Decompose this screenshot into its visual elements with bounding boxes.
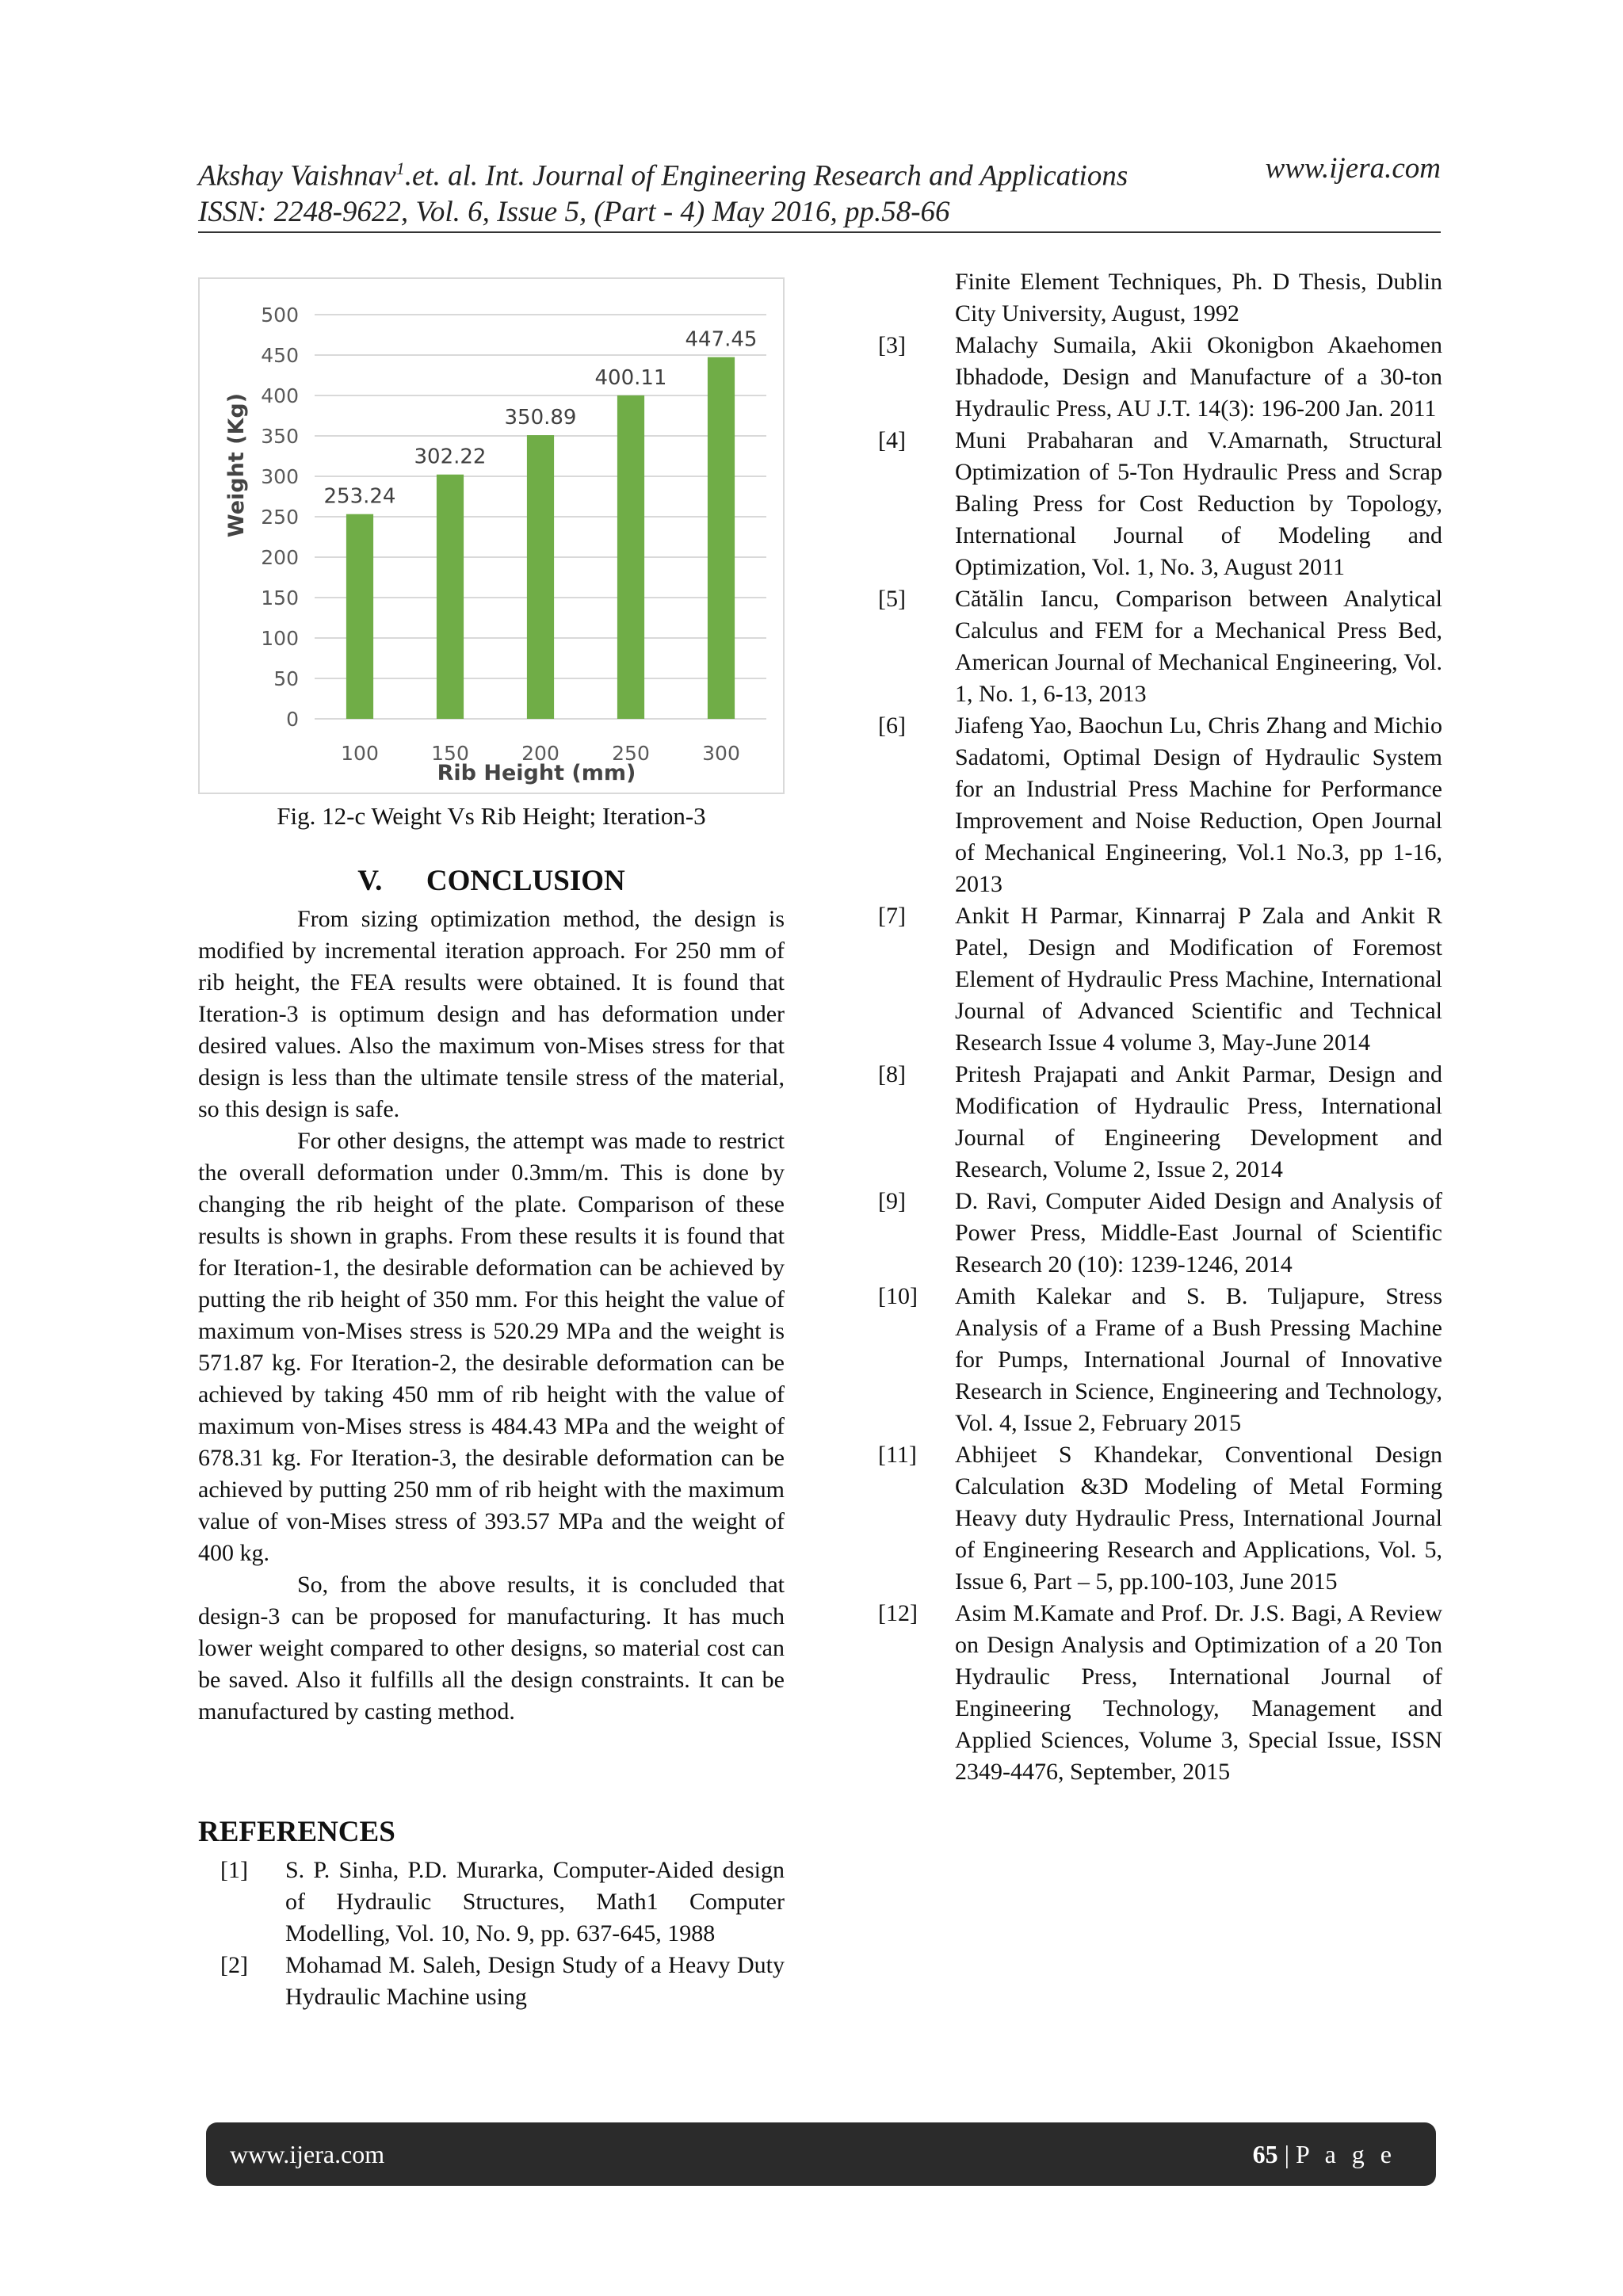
bar	[708, 357, 735, 719]
y-tick-label: 500	[261, 304, 299, 327]
reference-number: [9]	[878, 1188, 906, 1214]
reference-text: Jiafeng Yao, Baochun Lu, Chris Zhang and Michio Sadatomi, Optimal Design of Hydraulic System for an Industrial Press Machine for Performance Improvement and Noise Reduction, Open Journal of Mechanical Engineering, Vol.1 No.3, pp 1-16, 2013	[955, 712, 1442, 897]
reference-item	[876, 583, 1442, 710]
reference-number: [5]	[878, 586, 906, 612]
reference-item	[876, 425, 1442, 583]
reference-number: [6]	[878, 712, 906, 739]
reference-text: Finite Element Techniques, Ph. D Thesis, Dublin City University, August, 1992	[955, 269, 1442, 327]
reference-number: [10]	[878, 1283, 918, 1309]
reference-text: Cătălin Iancu, Comparison between Analytical Calculus and FEM for a Mechanical Press Bed, American Journal of Mechanical Engineering, Vol. 1, No. 1, 6-13, 2013	[955, 586, 1442, 707]
reference-item	[876, 330, 1442, 425]
reference-number: [7]	[878, 903, 906, 929]
y-tick-label: 350	[261, 425, 299, 448]
reference-number: [8]	[878, 1061, 906, 1087]
bar	[437, 475, 464, 719]
x-tick-label: 100	[341, 742, 379, 765]
reference-item	[198, 1950, 785, 2013]
y-tick-label: 0	[286, 708, 299, 731]
reference-text: Abhijeet S Khandekar, Conventional Design Calculation &3D Modeling of Metal Forming Heavy duty Hydraulic Press, International Journal of Engineering Research and Applications, Vol. 5, Issue 6, Part – 5, pp.100-103, June 2015	[955, 1442, 1442, 1595]
reference-text: Pritesh Prajapati and Ankit Parmar, Design and Modification of Hydraulic Press, International Journal of Engineering Development and Research, Volume 2, Issue 2, 2014	[955, 1061, 1442, 1182]
reference-text: Amith Kalekar and S. B. Tuljapure, Stress Analysis of a Frame of a Bush Pressing Machine for Pumps, International Journal of Innovative Research in Science, Engineering and Technology, Vol. 4, Issue 2, February 2015	[955, 1283, 1442, 1436]
reference-item	[876, 1059, 1442, 1186]
reference-number: [4]	[878, 427, 906, 453]
y-tick-label: 450	[261, 344, 299, 367]
journal-citation	[198, 151, 1128, 194]
right-column	[876, 266, 1442, 1788]
reference-item	[876, 1598, 1442, 1788]
reference-number: [3]	[878, 332, 906, 358]
data-label: 253.24	[323, 484, 396, 509]
figure-caption: Fig. 12-c Weight Vs Rib Height; Iteration-3	[277, 802, 706, 830]
page-word: P a g e	[1295, 2139, 1396, 2168]
reference-continuation	[876, 266, 1442, 330]
paragraph: For other designs, the attempt was made to restrict the overall deformation under 0.3mm/m. This is done by changing the rib height of the plate. Comparison of these results is shown in graphs. From these results it is found that for Iteration-1, the desirable deformation can be achieved by putting the rib height of 350 mm. For this height the value of maximum von-Mises stress is 520.29 MPa and the weight is 571.87 kg. For Iteration-2, the desirable deformation can be achieved by taking 450 mm of rib height with the value of maximum von-Mises stress is 484.43 MPa and the weight of 678.31 kg. For Iteration-3, the desirable deformation can be achieved by putting 250 mm of rib height with the maximum value of von-Mises stress of 393.57 MPa and the weight of 400 kg.	[198, 1128, 785, 1566]
bar	[617, 395, 644, 719]
page-number: 65	[1252, 2139, 1278, 2168]
data-label: 302.22	[414, 445, 487, 469]
footer-website-link[interactable]: www.ijera.com	[230, 2139, 385, 2168]
reference-number: [11]	[878, 1442, 917, 1468]
reference-text: D. Ravi, Computer Aided Design and Analysis of Power Press, Middle-East Journal of Scientific Research 20 (10): 1239-1246, 2014	[955, 1188, 1442, 1278]
bar	[346, 514, 373, 719]
x-tick-label: 150	[431, 742, 469, 765]
reference-item	[876, 1281, 1442, 1439]
author-name: Akshay Vaishnav	[198, 159, 396, 193]
header-website-link[interactable]: www.ijera.com	[1265, 152, 1441, 185]
y-tick-label: 200	[261, 546, 299, 569]
section-heading: V. CONCLUSION	[357, 865, 625, 897]
y-tick-label: 50	[273, 667, 299, 690]
page-separator: |	[1277, 2139, 1296, 2168]
weight-vs-rib-height-chart	[198, 277, 785, 794]
y-tick-label: 300	[261, 465, 299, 488]
y-axis-label: Weight (Kg)	[224, 392, 249, 538]
y-tick-label: 100	[261, 627, 299, 650]
reference-text: Muni Prabaharan and V.Amarnath, Structural Optimization of 5-Ton Hydraulic Press and Scrap Baling Press for Cost Reduction by Topology, International Journal of Modeling and Optimization, Vol. 1, No. 3, August 2011	[955, 427, 1442, 580]
reference-number: [2]	[220, 1952, 248, 1978]
data-label: 447.45	[685, 327, 758, 352]
data-label: 350.89	[504, 406, 577, 430]
reference-text: S. P. Sinha, P.D. Murarka, Computer-Aided design of Hydraulic Structures, Math1 Computer Modelling, Vol. 10, No. 9, pp. 637-645, 1988	[285, 1857, 785, 1946]
reference-item	[876, 900, 1442, 1059]
conclusion-body	[198, 904, 785, 1728]
y-tick-label: 400	[261, 384, 299, 407]
reference-item	[876, 1439, 1442, 1598]
x-axis-label: Rib Height (mm)	[437, 761, 636, 785]
paragraph: So, from the above results, it is concluded that design-3 can be proposed for manufacturing. It has much lower weight compared to other designs, so material cost can be saved. Also it fulfills all the design constraints. It can be manufactured by casting method.	[198, 1572, 785, 1725]
references-heading: REFERENCES	[198, 1816, 395, 1848]
x-tick-label: 300	[702, 742, 740, 765]
author-superscript: 1	[395, 159, 405, 178]
reference-item	[198, 1855, 785, 1950]
data-label: 400.11	[594, 365, 667, 390]
reference-number: [1]	[220, 1857, 248, 1883]
reference-item	[876, 710, 1442, 900]
x-tick-label: 200	[521, 742, 559, 765]
page-footer	[206, 2122, 1436, 2186]
running-header	[198, 151, 1441, 231]
reference-item	[876, 1186, 1442, 1281]
y-tick-label: 150	[261, 586, 299, 609]
header-divider	[198, 231, 1441, 233]
reference-text: Mohamad M. Saleh, Design Study of a Heavy Duty Hydraulic Machine using	[285, 1952, 785, 2010]
y-tick-label: 250	[261, 506, 299, 529]
x-tick-label: 250	[612, 742, 650, 765]
paragraph: From sizing optimization method, the design is modified by incremental iteration approach. For 250 mm of rib height, the FEA results were obtained. It is found that Iteration-3 is optimum design and has deformation under desired values. Also the maximum von-Mises stress for that design is less than the ultimate tensile stress of the material, so this design is safe.	[198, 906, 785, 1122]
journal-name: .et. al. Int. Journal of Engineering Research and Applications	[404, 159, 1128, 193]
reference-text: Asim M.Kamate and Prof. Dr. J.S. Bagi, A Review on Design Analysis and Optimization of a 20 Ton Hydraulic Press, International Journal of Engineering Technology, Management and Applied Sciences, Volume 3, Special Issue, ISSN 2349-4476, September, 2015	[955, 1600, 1442, 1785]
bar	[527, 435, 554, 719]
chart-svg	[200, 279, 783, 793]
reference-text: Ankit H Parmar, Kinnarraj P Zala and Ankit R Patel, Design and Modification of Foremost Element of Hydraulic Press Machine, International Journal of Advanced Scientific and Technical Research Issue 4 volume 3, May-June 2014	[955, 903, 1442, 1056]
page-indicator	[1253, 2140, 1396, 2169]
issn-line: ISSN: 2248-9622, Vol. 6, Issue 5, (Part - 4) May 2016, pp.58-66	[198, 196, 950, 229]
references-list-left	[198, 1855, 785, 2013]
reference-number: [12]	[878, 1600, 918, 1626]
reference-text: Malachy Sumaila, Akii Okonigbon Akaehomen Ibhadode, Design and Manufacture of a 30-ton Hydraulic Press, AU J.T. 14(3): 196-200 Jan. 2011	[955, 332, 1442, 422]
